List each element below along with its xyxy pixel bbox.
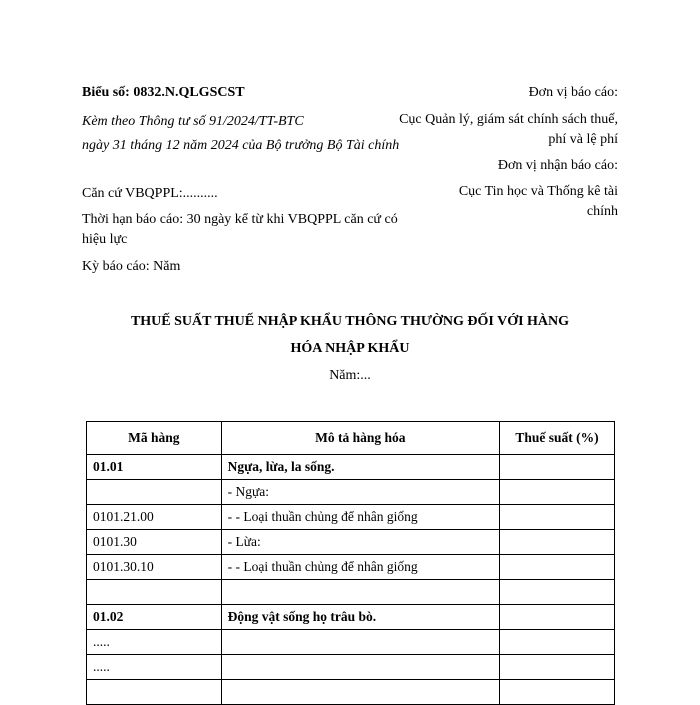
report-period: Kỳ báo cáo: Năm: [82, 259, 181, 274]
cell-code: 0101.30: [87, 530, 222, 555]
reporting-unit: Cục Quản lý, giám sát chính sách thuế, phí và lệ phí: [399, 112, 618, 147]
table-row: [87, 455, 615, 480]
cell-code: 01.01: [87, 455, 222, 480]
table-row: [87, 555, 615, 580]
receiving-unit: Cục Tin học và Thống kê tài chính: [458, 184, 618, 219]
table-row: [87, 530, 615, 555]
cell-tax-rate: [500, 480, 615, 505]
cell-description: - - Loại thuần chủng để nhân giống: [221, 505, 500, 530]
header-tax-rate: Thuế suất (%): [500, 422, 615, 455]
table-row: [87, 480, 615, 505]
cell-code: [87, 680, 222, 705]
cell-tax-rate: [500, 580, 615, 605]
reporting-unit-label: Đơn vị báo cáo:: [528, 85, 618, 100]
attached-circular-date: ngày 31 tháng 12 năm 2024 của Bộ trưởng Bộ Tài chính: [82, 138, 400, 153]
cell-code: [87, 580, 222, 605]
cell-tax-rate: [500, 455, 615, 480]
cell-description: [221, 655, 500, 680]
cell-tax-rate: [500, 630, 615, 655]
table-header-row: [87, 422, 615, 455]
report-title-line2: HÓA NHẬP KHẨU: [290, 341, 410, 356]
table-row: [87, 680, 615, 705]
cell-code: 0101.30.10: [87, 555, 222, 580]
header-code: Mã hàng: [87, 422, 222, 455]
cell-code: 0101.21.00: [87, 505, 222, 530]
cell-code: 01.02: [87, 605, 222, 630]
report-year: Năm:...: [329, 368, 371, 383]
tariff-table: [86, 421, 615, 705]
cell-description: - Lừa:: [221, 530, 500, 555]
cell-tax-rate: [500, 680, 615, 705]
cell-description: - - Loại thuần chủng để nhân giống: [221, 555, 500, 580]
cell-description: - Ngựa:: [221, 480, 500, 505]
cell-description: Động vật sống họ trâu bò.: [221, 605, 500, 630]
table-row: [87, 605, 615, 630]
legal-basis: Căn cứ VBQPPL:..........: [82, 186, 218, 201]
cell-tax-rate: [500, 505, 615, 530]
table-row: [87, 655, 615, 680]
report-title-line1: THUẾ SUẤT THUẾ NHẬP KHẨU THÔNG THƯỜNG ĐỐI VỚI HÀNG: [130, 314, 570, 329]
cell-code: .....: [87, 630, 222, 655]
cell-tax-rate: [500, 605, 615, 630]
cell-tax-rate: [500, 555, 615, 580]
header-description: Mô tả hàng hóa: [221, 422, 500, 455]
cell-code: .....: [87, 655, 222, 680]
report-deadline: Thời hạn báo cáo: 30 ngày kể từ khi VBQPPL căn cứ có hiệu lực: [82, 212, 398, 247]
cell-description: [221, 630, 500, 655]
table-row: [87, 630, 615, 655]
form-number: Biểu số: 0832.N.QLGSCST: [82, 85, 245, 100]
cell-tax-rate: [500, 655, 615, 680]
cell-code: [87, 480, 222, 505]
receiving-unit-label: Đơn vị nhận báo cáo:: [497, 158, 618, 173]
cell-description: Ngựa, lừa, la sống.: [221, 455, 500, 480]
cell-description: [221, 580, 500, 605]
attached-circular: Kèm theo Thông tư số 91/2024/TT-BTC: [82, 114, 304, 129]
cell-description: [221, 680, 500, 705]
cell-tax-rate: [500, 530, 615, 555]
table-row: [87, 580, 615, 605]
table-row: [87, 505, 615, 530]
